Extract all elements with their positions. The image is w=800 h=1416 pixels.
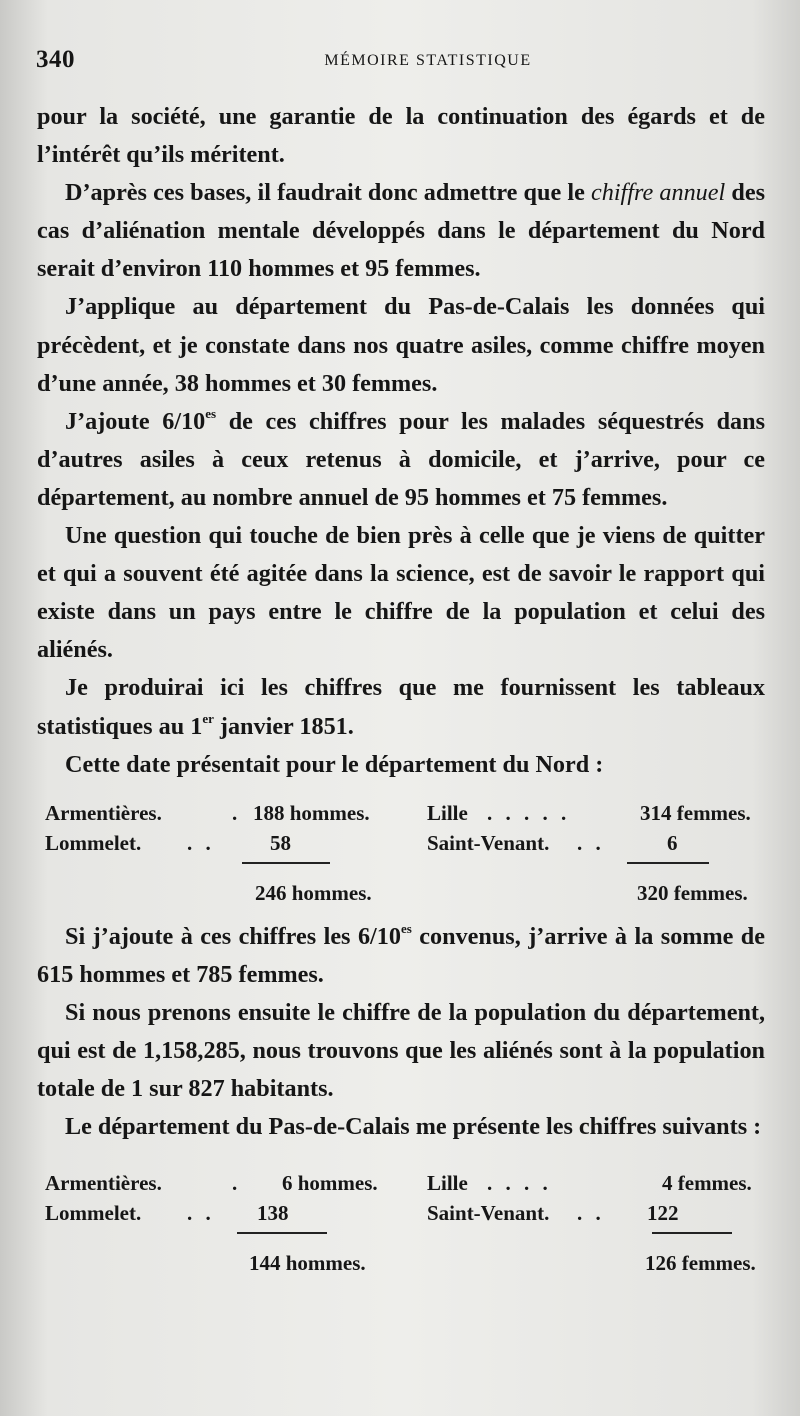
place-name: Armentières. bbox=[45, 800, 162, 825]
count-value: 314 femmes. bbox=[640, 800, 751, 825]
paragraph bbox=[37, 288, 765, 402]
superscript: es bbox=[205, 405, 217, 421]
total-value: 144 hommes. bbox=[249, 1251, 366, 1276]
paragraph-text: J’applique au département du Pas-de-Calais les données qui précèdent, et je constate dans nos quatre asiles, comme chiffre moyen d’une année, 38 hommes et 30 femmes. bbox=[37, 293, 765, 397]
leader-dots: . . bbox=[577, 1201, 605, 1226]
table-row bbox=[37, 794, 765, 824]
count-value: 6 hommes. bbox=[282, 1171, 378, 1196]
paragraph-text: Si j’ajoute à ces chiffres les 6/10 bbox=[65, 922, 401, 950]
emphasis-text: chiffre annuel bbox=[590, 179, 726, 207]
place-name: Saint-Venant. bbox=[427, 1201, 550, 1226]
paragraph-text: janvier 1851. bbox=[213, 712, 354, 740]
total-value: 246 hommes. bbox=[255, 880, 372, 905]
leader-dots: . . bbox=[187, 1201, 215, 1226]
paragraph-text: Le département du Pas-de-Calais me présente les chiffres suivants : bbox=[65, 1113, 762, 1141]
count-value: 4 femmes. bbox=[662, 1171, 752, 1196]
paragraph bbox=[37, 517, 765, 669]
superscript: es bbox=[400, 920, 412, 936]
place-name: Lommelet. bbox=[45, 830, 142, 855]
body-text bbox=[37, 98, 765, 1276]
paragraph-text: convenus, j’arrive à la somme de 615 hommes et 785 femmes. bbox=[37, 922, 765, 988]
leader-dots: . . . . bbox=[487, 1171, 552, 1196]
paragraph bbox=[37, 403, 765, 517]
paragraph bbox=[37, 746, 765, 784]
paragraph bbox=[37, 918, 765, 994]
table-nord bbox=[37, 794, 765, 906]
total-value: 320 femmes. bbox=[637, 880, 748, 905]
count-value: 122 bbox=[647, 1201, 679, 1226]
paragraph bbox=[37, 994, 765, 1108]
place-name: Lommelet. bbox=[45, 1201, 142, 1226]
superscript: er bbox=[202, 710, 214, 726]
place-name: Lille bbox=[427, 1171, 468, 1196]
page-header bbox=[36, 46, 760, 82]
place-name: Saint-Venant. bbox=[427, 830, 550, 855]
leader-dots: . bbox=[232, 800, 242, 825]
paragraph-text: Si nous prenons ensuite le chiffre de la population du département, qui est de 1,158,285, nous trouvons que les aliénés sont à la population totale de 1 sur 827 habitants. bbox=[37, 998, 765, 1103]
table-row bbox=[37, 1194, 765, 1224]
paragraph bbox=[37, 98, 765, 174]
total-value: 126 femmes. bbox=[645, 1251, 756, 1276]
leader-dots: . . . . . bbox=[487, 800, 571, 825]
count-value: 138 bbox=[257, 1201, 289, 1226]
paragraph-text: des cas d’aliénation mentale développés dans le département du Nord serait d’environ 110 hommes et 95 femmes. bbox=[37, 179, 765, 283]
sum-rule bbox=[242, 862, 330, 864]
leader-dots: . bbox=[232, 1171, 242, 1196]
paragraph-text: Je produirai ici les chiffres que me fournissent les tableaux statistiques au 1 bbox=[37, 674, 765, 740]
running-head: MÉMOIRE STATISTIQUE bbox=[324, 52, 532, 69]
sum-rule bbox=[237, 1232, 327, 1234]
table-row bbox=[37, 1164, 765, 1194]
paragraph-text: D’après ces bases, il faudrait donc admettre que le bbox=[65, 179, 591, 207]
paragraph-text: Cette date présentait pour le département du Nord : bbox=[65, 750, 604, 778]
paragraph-text: de ces chiffres pour les malades séquestrés dans d’autres asiles à ceux retenus à domicile, et j’arrive, pour ce département, au nombre annuel de 95 hommes et 75 femmes. bbox=[37, 407, 766, 511]
count-value: 6 bbox=[667, 830, 678, 855]
sum-rule bbox=[627, 862, 709, 864]
paragraph-text: J’ajoute 6/10 bbox=[65, 407, 206, 435]
table-pas-de-calais bbox=[37, 1164, 765, 1276]
leader-dots: . . bbox=[577, 830, 605, 855]
leader-dots: . . bbox=[187, 830, 215, 855]
count-value: 188 hommes. bbox=[253, 800, 370, 825]
sum-rule bbox=[652, 1232, 732, 1234]
count-value: 58 bbox=[270, 830, 291, 855]
table-row bbox=[37, 824, 765, 854]
paragraph-text: pour la société, une garantie de la continuation des égards et de l’intérêt qu’ils méritent. bbox=[37, 103, 765, 169]
place-name: Lille bbox=[427, 800, 468, 825]
page-number: 340 bbox=[36, 46, 75, 73]
paragraph-text: Une question qui touche de bien près à celle que je viens de quitter et qui a souvent été agitée dans la science, est de savoir le rapport qui existe dans un pays entre le chiffre de la population et celui des aliénés. bbox=[37, 522, 765, 664]
place-name: Armentières. bbox=[45, 1171, 162, 1196]
paragraph bbox=[37, 1108, 765, 1146]
paragraph bbox=[37, 174, 765, 288]
paragraph bbox=[37, 669, 765, 745]
